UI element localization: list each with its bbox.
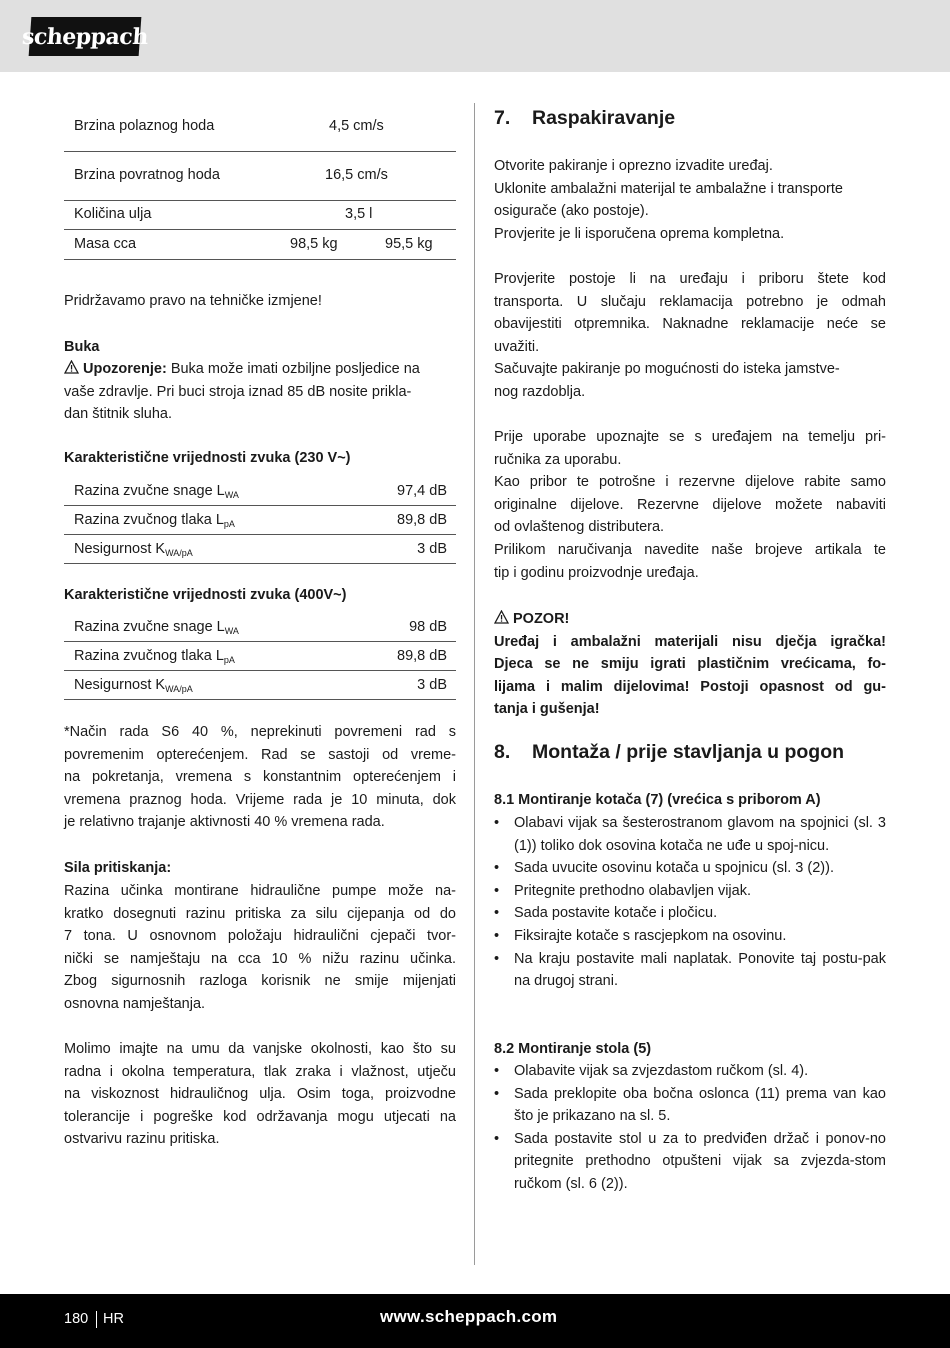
spec-divider: [64, 200, 456, 201]
list-item: [494, 925, 886, 948]
language-code: HR: [103, 1311, 124, 1327]
noise-heading: Buka: [64, 339, 100, 355]
column-divider: [474, 103, 475, 1265]
sound-label-sub: pA: [223, 655, 235, 665]
sound-label-sub: WA: [224, 490, 239, 500]
bullet-icon: •: [494, 860, 500, 877]
footer-bar: [0, 1294, 950, 1348]
sound-value: 98 dB: [409, 619, 447, 635]
force-heading: Sila pritiskanja:: [64, 860, 172, 876]
bullet-icon: •: [494, 1085, 500, 1102]
bullet-icon: •: [494, 1130, 500, 1147]
brand-logo: scheppach: [29, 17, 142, 56]
bullet-icon: •: [494, 815, 500, 831]
sound-label: Nesigurnost K: [74, 677, 166, 693]
sound-400-row-lwa: [64, 614, 456, 642]
noise-warning: [64, 358, 456, 426]
bullet-icon: •: [494, 882, 500, 899]
spec-value: 3,5 l: [345, 206, 373, 222]
warning-triangle-icon: [494, 610, 509, 624]
unpack-paragraph-1: Otvorite pakiranje i oprezno izvadite uređaj. Uklonite ambalažni materijal te ambalažne i transporte osigurače (ako postoje). Provjerite je li isporučena oprema kompletna.: [494, 158, 843, 242]
list-item-text: Olabavi vijak sa šesterostranom glavom na spojnici (sl. 3 (1)) toliko dok osovina kotača ne uđe u spoj-nicu.: [514, 815, 886, 854]
bullet-icon: •: [494, 1063, 500, 1079]
caution-label: POZOR!: [513, 611, 570, 627]
section-8-1-heading: 8.1 Montiranje kotača (7) (vrećica s priborom A): [494, 792, 821, 808]
sound-400-row-k: [64, 672, 456, 700]
list-item-text: Na kraju postavite mali naplatak. Ponovite taj postu-pak na drugoj strani.: [514, 950, 886, 990]
operating-mode-paragraph: *Način rada S6 40 %, neprekinuti povremeni rad s povremenim opterećenjem. Rad se sastoji od vreme- na pokretanja, vremena s konstantnim opterećenjem i vremena praznog hoda. Vrijeme rada je 10 minuta, dok je relativno trajanje aktivnosti 40 % vremena rada.: [64, 724, 456, 831]
list-item-text: Sada preklopite oba bočna oslonca (11) prema van kao što je prikazano na sl. 5.: [514, 1085, 886, 1125]
list-item: [494, 812, 886, 857]
list-item: [494, 1060, 886, 1083]
spec-divider: [64, 259, 456, 260]
list-item-text: Sada postavite stol u za to predviđen držač i ponov-no pritegnite prethodno otpušteni vijak sa zvjezda-stom ručkom (sl. 6 (2)).: [514, 1130, 886, 1192]
website-link[interactable]: www.scheppach.com: [380, 1307, 558, 1326]
list-item-text: Fiksirajte kotače s rascjepkom na osovinu.: [514, 927, 787, 944]
warning-text: dan štitnik sluha.: [64, 406, 173, 423]
list-item-text: Pritegnite prethodno olabavljen vijak.: [514, 882, 751, 899]
section-8-2-heading: 8.2 Montiranje stola (5): [494, 1041, 652, 1057]
spec-label: Masa cca: [74, 236, 137, 252]
caution-block: POZOR! Uređaj i ambalažni materijali nisu dječja igračka! Djeca se ne smiju igrati plastičnim vrećicama, fo- lijama i malim dijelovima! Postoji opasnost od gu- tanja i gušenja!: [494, 611, 886, 718]
spec-value: 95,5 kg: [385, 236, 433, 252]
environment-paragraph: Molimo imajte na umu da vanjske okolnosti, kao što su radna i okolna temperatura, tlak zraka i vlažnost, utječu na viskoznost hidrauličnog ulja. Osim toga, proizvodne tolerancije i pogreške kod održavanja mogu utjecati na ostvarivu razinu pritiska.: [64, 1041, 456, 1148]
list-item-text: Sada postavite kotače i pločicu.: [514, 905, 718, 922]
section-7-heading: 7. Raspakiravanje: [494, 107, 676, 129]
list-item: [494, 1128, 886, 1196]
sound-label: Razina zvučne snage L: [74, 619, 225, 635]
sound-label: Nesigurnost K: [74, 541, 166, 557]
list-item: [494, 1083, 886, 1128]
bullet-icon: •: [494, 905, 500, 922]
unpack-paragraph-3: Prije uporabe upoznajte se s uređajem na temelju pri- ručnika za uporabu. Kao pribor te potrošne i rezervne dijelove rabite samo originalne dijelove. Rezervne dijelove možete nabaviti od ovlaštenog distributera. Prilikom naručivanja navedite naše brojeve artikala te tip i godinu proizvodnje uređaja.: [494, 429, 886, 581]
sound-230-title: Karakteristične vrijednosti zvuka (230 V~): [64, 450, 351, 466]
list-item: [494, 880, 886, 903]
sound-label: Razina zvučne snage L: [74, 483, 225, 499]
sound-label-sub: WA/pA: [165, 684, 193, 694]
sound-value: 89,8 dB: [397, 512, 447, 528]
spec-divider: [64, 151, 456, 152]
sound-label-sub: pA: [223, 519, 235, 529]
sound-label: Razina zvučnog tlaka L: [74, 648, 224, 664]
footer-separator: [96, 1311, 97, 1328]
sound-value: 3 dB: [417, 541, 447, 557]
list-item: [494, 857, 886, 880]
spec-label: Količina ulja: [74, 206, 152, 222]
warning-text: Buka može imati ozbiljne posljedice na: [170, 361, 420, 377]
sound-230-row-lwa: [64, 478, 456, 506]
unpack-paragraph-2: Provjerite postoje li na uređaju i priboru štete kod transporta. U slučaju reklamacija potrebno je odmah obavijestiti otpremnika. Naknadne reklamacije neće se uvažiti. Sačuvajte pakiranje po mogućnosti do isteka jamstve- nog razdoblja.: [494, 271, 886, 400]
section-8-2-list: [494, 1060, 886, 1196]
sound-value: 89,8 dB: [397, 648, 447, 664]
sound-400-row-lpa: [64, 643, 456, 671]
section-8-heading: 8. Montaža / prije stavljanja u pogon: [494, 741, 845, 763]
sound-label-sub: WA: [224, 626, 239, 636]
list-item: [494, 902, 886, 925]
sound-value: 3 dB: [417, 677, 447, 693]
tech-changes-note: Pridržavamo pravo na tehničke izmjene!: [64, 293, 322, 309]
sound-400-title: Karakteristične vrijednosti zvuka (400V~): [64, 587, 347, 603]
sound-label: Razina zvučnog tlaka L: [74, 512, 224, 528]
list-item-text: Sada uvucite osovinu kotača u spojnicu (sl. 3 (2)).: [514, 860, 834, 877]
warning-label: Upozorenje:: [83, 361, 167, 377]
section-8-1-list: [494, 812, 886, 993]
bullet-icon: •: [494, 950, 500, 967]
bullet-icon: •: [494, 927, 500, 944]
spec-label: Brzina polaznog hoda: [74, 118, 215, 134]
warning-triangle-icon: [64, 360, 79, 374]
sound-230-row-lpa: [64, 507, 456, 535]
header-bar: [0, 0, 950, 72]
list-item: [494, 948, 886, 993]
sound-value: 97,4 dB: [397, 483, 447, 499]
force-paragraph: Razina učinka montirane hidraulične pumpe može na- kratko dosegnuti razinu pritiska za silu cijepanja od do 7 tona. U osnovnom položaju hidraulični cjepači tvor- nički se namještaju na cca 10 % nižu razinu učinka. Zbog sigurnosnih razloga korisnik ne smije mijenjati osnovna namještanja.: [64, 883, 456, 1012]
spec-divider: [64, 229, 456, 230]
sound-label-sub: WA/pA: [165, 548, 193, 558]
spec-value: 16,5 cm/s: [325, 167, 388, 183]
list-item-text: Olabavite vijak sa zvjezdastom ručkom (sl. 4).: [514, 1063, 809, 1079]
sound-230-row-k: [64, 536, 456, 564]
spec-value: 98,5 kg: [290, 236, 338, 252]
warning-text: vaše zdravlje. Pri buci stroja iznad 85 dB nosite prikla-: [64, 383, 412, 400]
page-number: 180: [64, 1311, 89, 1327]
spec-value: 4,5 cm/s: [329, 118, 384, 134]
spec-label: Brzina povratnog hoda: [74, 167, 220, 183]
